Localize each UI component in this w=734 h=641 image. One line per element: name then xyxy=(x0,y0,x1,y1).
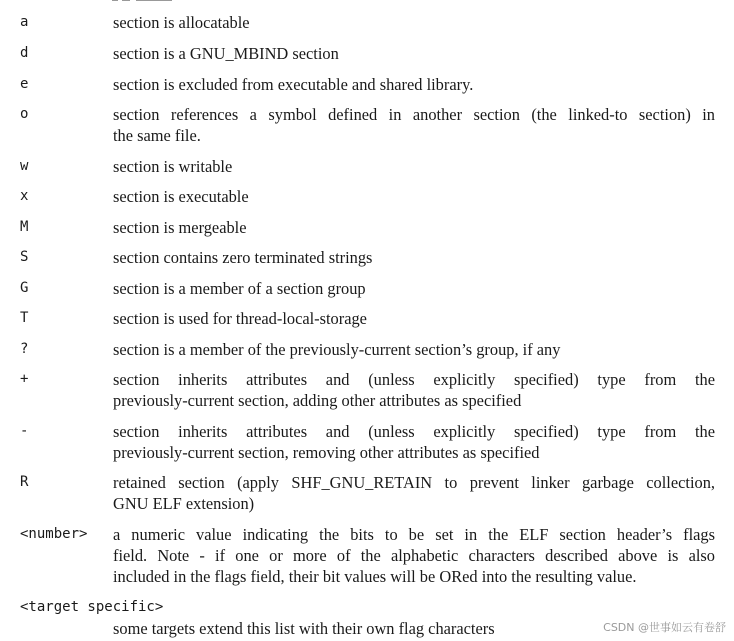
flag-description xyxy=(113,308,715,329)
flag-description xyxy=(113,472,715,514)
flag-description xyxy=(113,369,715,411)
flag-description xyxy=(113,104,715,146)
description-line: a numeric value indicating the bits to be set in the ELF section header’s flags xyxy=(113,525,715,544)
description-line: section is executable xyxy=(113,187,249,206)
description-line: retained section (apply SHF_GNU_RETAIN to prevent linker garbage collection, xyxy=(113,473,715,492)
description-line: previously-current section, adding other attributes as specified xyxy=(113,391,522,410)
description-line: GNU ELF extension) xyxy=(113,494,255,513)
flag-description xyxy=(113,278,715,299)
flag-code: w xyxy=(20,158,29,174)
description-line: the same file. xyxy=(113,126,201,145)
description-line: section contains zero terminated strings xyxy=(113,248,373,267)
flag-code: <number> xyxy=(20,526,88,542)
description-line: section is a member of the previously-current section’s group, if any xyxy=(113,340,561,359)
clipped-previous-line xyxy=(112,0,272,6)
flag-code: d xyxy=(20,45,29,61)
flag-code: M xyxy=(20,219,29,235)
description-line: some targets extend this list with their own flag characters xyxy=(113,619,495,638)
flag-code: R xyxy=(20,474,29,490)
flag-code: + xyxy=(20,371,29,387)
flag-description xyxy=(113,339,715,360)
description-line: section is a GNU_MBIND section xyxy=(113,44,339,63)
flag-code: a xyxy=(20,14,29,30)
watermark-text: CSDN @世事如云有卷舒 xyxy=(603,621,726,634)
flag-description xyxy=(113,247,715,268)
description-line: section is a member of a section group xyxy=(113,279,366,298)
flag-description xyxy=(113,524,715,587)
flag-code: T xyxy=(20,310,29,326)
description-line: section inherits attributes and (unless explicitly specified) type from the xyxy=(113,422,715,441)
flag-code: G xyxy=(20,280,29,296)
flag-code: x xyxy=(20,188,29,204)
flag-code: <target specific> xyxy=(20,599,164,615)
flag-code: o xyxy=(20,106,29,122)
flag-code: e xyxy=(20,76,29,92)
flag-description xyxy=(113,186,715,207)
description-line: section is writable xyxy=(113,157,233,176)
flag-description xyxy=(113,217,715,238)
flag-description xyxy=(113,156,715,177)
description-line: previously-current section, removing other attributes as specified xyxy=(113,443,540,462)
flag-code: ? xyxy=(20,341,29,357)
description-line: section is excluded from executable and shared library. xyxy=(113,75,474,94)
description-line: included in the flags field, their bit values will be ORed into the resulting value. xyxy=(113,567,637,586)
flag-code: S xyxy=(20,249,29,265)
flag-code: - xyxy=(20,423,29,439)
flag-description xyxy=(113,43,715,64)
description-line: field. Note - if one or more of the alphabetic characters described above is also xyxy=(113,546,715,565)
description-line: section is mergeable xyxy=(113,218,247,237)
description-line: section is allocatable xyxy=(113,13,250,32)
flag-description xyxy=(113,74,715,95)
description-line: section inherits attributes and (unless explicitly specified) type from the xyxy=(113,370,715,389)
flag-description xyxy=(113,12,715,33)
description-line: section references a symbol defined in another section (the linked-to section) in xyxy=(113,105,715,124)
description-line: section is used for thread-local-storage xyxy=(113,309,367,328)
flag-description xyxy=(113,421,715,463)
